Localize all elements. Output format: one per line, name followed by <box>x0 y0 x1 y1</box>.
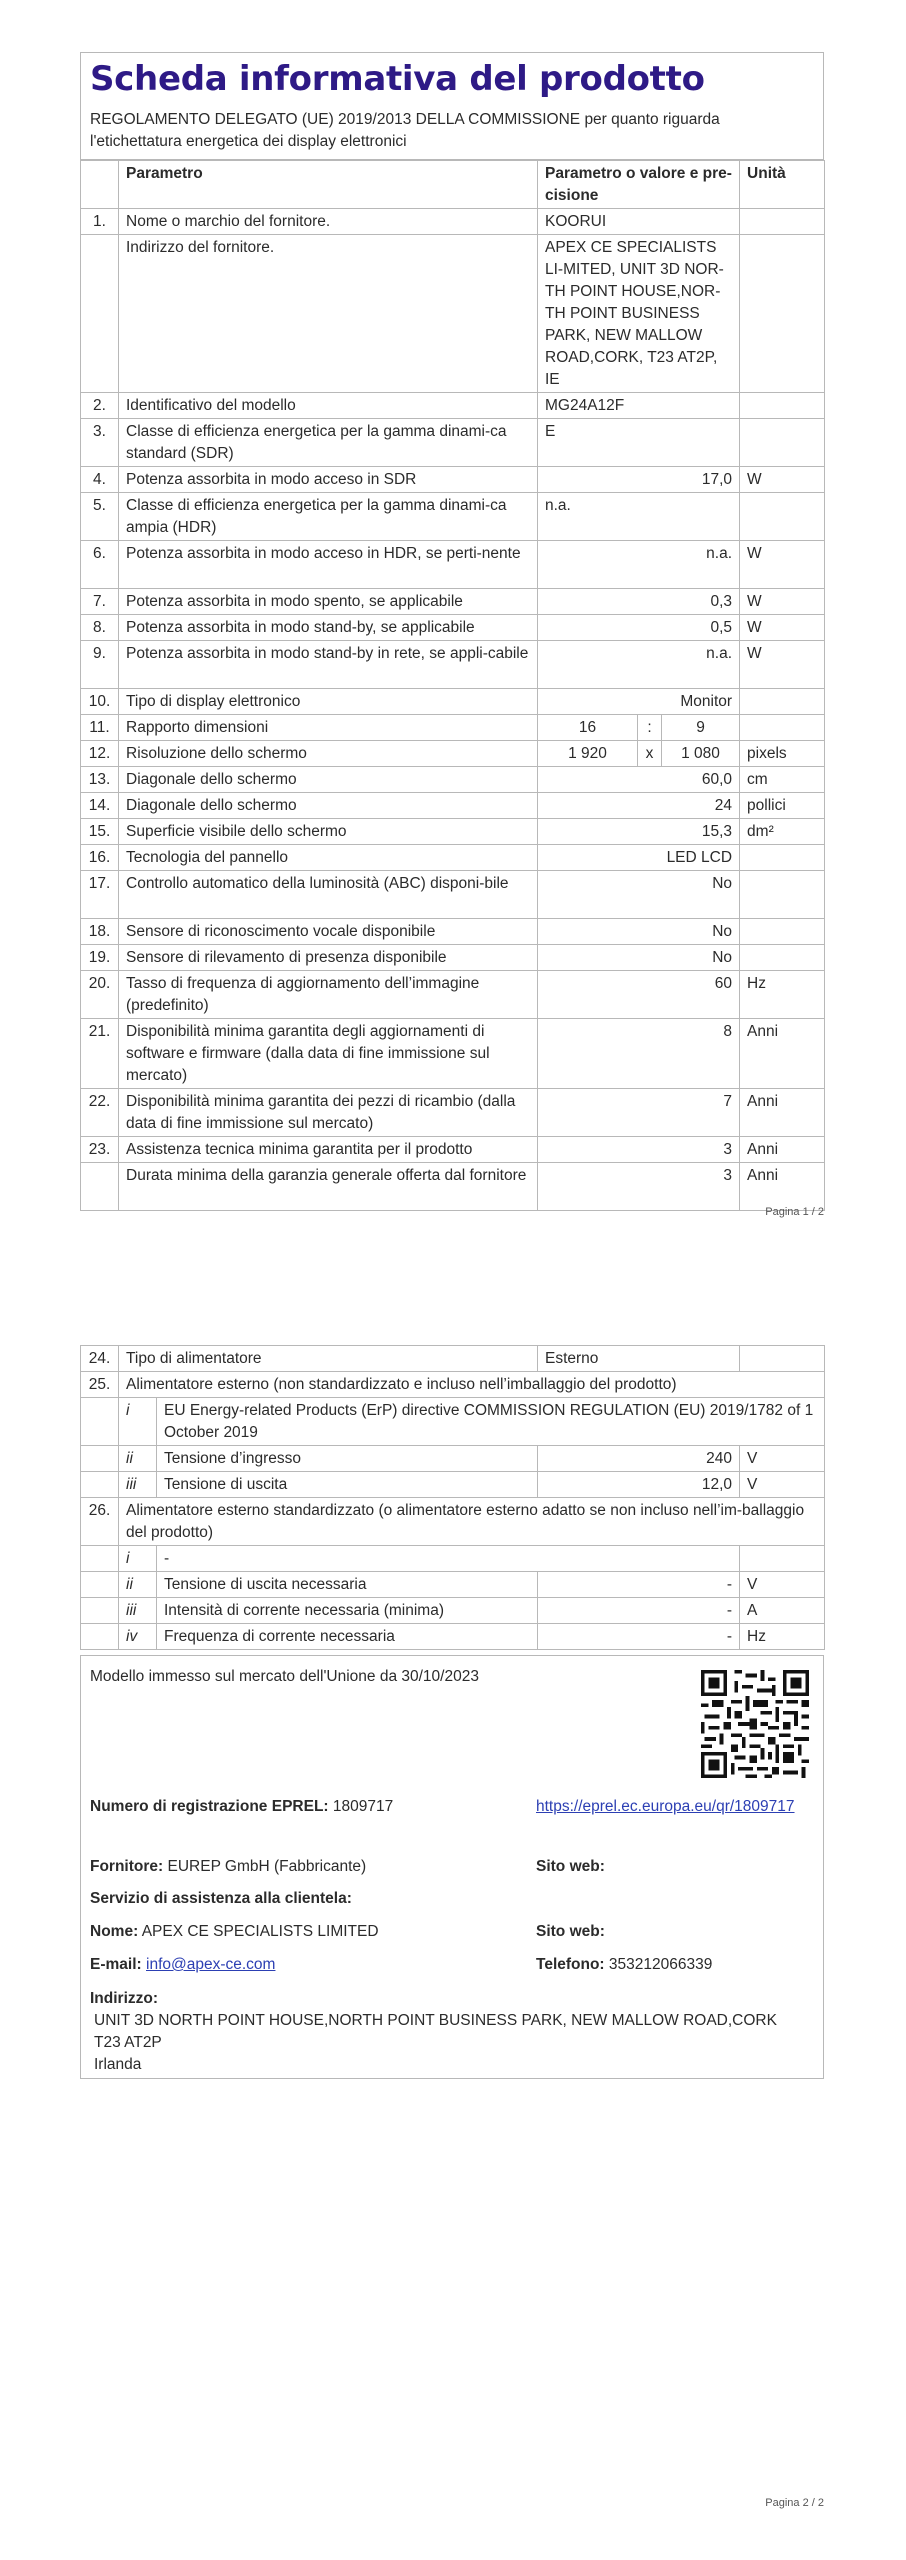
table-row <box>81 1346 825 1372</box>
row-param: Frequenza di corrente necessaria <box>157 1624 538 1650</box>
power-supply-table <box>80 1345 825 1650</box>
row-param: Intensità di corrente necessaria (minima) <box>157 1598 538 1624</box>
row-param: Controllo automatico della luminosità (ABC) disponi-bile <box>119 871 538 919</box>
row-number: 16. <box>81 845 119 871</box>
table-row <box>81 871 825 919</box>
row-param: Rapporto dimensioni <box>119 715 538 741</box>
row-param: Indirizzo del fornitore. <box>119 235 538 393</box>
row-number: 3. <box>81 419 119 467</box>
table-row <box>81 493 825 541</box>
row-number: 23. <box>81 1137 119 1163</box>
table-row <box>81 971 825 1019</box>
ratio-width: 16 <box>538 715 638 741</box>
table-row <box>81 1572 825 1598</box>
row-number <box>81 1624 119 1650</box>
row-unit <box>740 209 825 235</box>
row-unit: cm <box>740 767 825 793</box>
page-number: Pagina 2 / 2 <box>765 2497 824 2509</box>
header-box <box>80 52 824 160</box>
table-row <box>81 615 825 641</box>
row-unit: W <box>740 589 825 615</box>
row-unit: V <box>740 1572 825 1598</box>
name-value: APEX CE SPECIALISTS LIMITED <box>141 1923 379 1940</box>
row-number: 10. <box>81 689 119 715</box>
table-row-num <box>81 161 119 209</box>
row-unit <box>740 235 825 393</box>
resolution-height: 1 080 <box>662 741 740 767</box>
row-value: APEX CE SPECIALISTS LI-MITED, UNIT 3D NOR-TH POINT HOUSE,NOR-TH POINT BUSINESS PARK, NEW MALLOW ROAD,CORK, T23 AT2P, IE <box>538 235 740 393</box>
ratio-height: 9 <box>662 715 740 741</box>
row-number: 21. <box>81 1019 119 1089</box>
row-param: Superficie visibile dello schermo <box>119 819 538 845</box>
page-title: Scheda informativa del prodotto <box>90 59 705 99</box>
email-label: E-mail: <box>90 1956 142 1973</box>
row-number <box>81 235 119 393</box>
website-label: Sito web: <box>536 1858 605 1875</box>
address-label: Indirizzo: <box>90 1990 159 2007</box>
unit-header: Unità <box>740 161 825 209</box>
row-param: Potenza assorbita in modo spento, se applicabile <box>119 589 538 615</box>
row-param: Potenza assorbita in modo stand-by, se applicabile <box>119 615 538 641</box>
row-param: Tensione d’ingresso <box>157 1446 538 1472</box>
table-row <box>81 541 825 589</box>
table-row <box>81 689 825 715</box>
row-value: Esterno <box>538 1346 740 1372</box>
row-param: Potenza assorbita in modo stand-by in rete, se appli-cabile <box>119 641 538 689</box>
row-value: 12,0 <box>538 1472 740 1498</box>
row-param: Potenza assorbita in modo acceso in SDR <box>119 467 538 493</box>
row-value: 60,0 <box>538 767 740 793</box>
row-number: 26. <box>81 1498 119 1546</box>
eprel-link-cell <box>536 1796 796 1818</box>
table-row <box>81 767 825 793</box>
row-number <box>81 1472 119 1498</box>
table-row <box>81 919 825 945</box>
table-row <box>81 741 825 767</box>
sub-index: ii <box>119 1572 157 1598</box>
product-info-table <box>80 160 825 1211</box>
market-date-text: Modello immesso sul mercato dell'Unione da 30/10/2023 <box>90 1668 479 1685</box>
row-value: 24 <box>538 793 740 819</box>
row-param: Tasso di frequenza di aggiornamento dell’immagine (predefinito) <box>119 971 538 1019</box>
row-value: E <box>538 419 740 467</box>
row-number: 17. <box>81 871 119 919</box>
website2-label: Sito web: <box>536 1923 605 1940</box>
row-param: Tensione di uscita <box>157 1472 538 1498</box>
row-number: 13. <box>81 767 119 793</box>
row-number: 22. <box>81 1089 119 1137</box>
row-unit: A <box>740 1598 825 1624</box>
row-unit <box>740 845 825 871</box>
sub-index: iii <box>119 1472 157 1498</box>
table-row <box>81 793 825 819</box>
row-number: 6. <box>81 541 119 589</box>
table-row <box>81 1398 825 1446</box>
table-row <box>81 1446 825 1472</box>
row-param: Sensore di rilevamento di presenza disponibile <box>119 945 538 971</box>
row-value: - <box>538 1572 740 1598</box>
supplier-info-box <box>80 1655 824 2079</box>
name-label: Nome: <box>90 1923 139 1940</box>
table-header-row <box>81 161 825 209</box>
table-row <box>81 1498 825 1546</box>
row-value: 60 <box>538 971 740 1019</box>
phone-row <box>536 1954 712 1976</box>
row-param: Potenza assorbita in modo acceso in HDR, se perti-nente <box>119 541 538 589</box>
row-unit: W <box>740 641 825 689</box>
row-unit <box>740 945 825 971</box>
row-value: 17,0 <box>538 467 740 493</box>
row-number: 19. <box>81 945 119 971</box>
eprel-link[interactable]: https://eprel.ec.europa.eu/qr/1809717 <box>536 1798 795 1815</box>
row-param: Risoluzione dello schermo <box>119 741 538 767</box>
name-row <box>90 1921 379 1943</box>
row-unit: Anni <box>740 1019 825 1089</box>
eprel-value: 1809717 <box>332 1798 394 1815</box>
row-param: Durata minima della garanzia generale offerta dal fornitore <box>119 1163 538 1211</box>
row-value: 7 <box>538 1089 740 1137</box>
row-unit: Anni <box>740 1137 825 1163</box>
row-value: No <box>538 945 740 971</box>
row-value: LED LCD <box>538 845 740 871</box>
row-number: 18. <box>81 919 119 945</box>
sub-index: i <box>119 1398 157 1446</box>
row-value: 15,3 <box>538 819 740 845</box>
row-param: - <box>157 1546 740 1572</box>
row-value: - <box>538 1598 740 1624</box>
regulation-text: REGOLAMENTO DELEGATO (UE) 2019/2013 DELLA COMMISSIONE per quanto riguarda l'etichettatura energetica dei display elettronici <box>90 111 720 150</box>
row-param: Disponibilità minima garantita degli aggiornamenti di software e firmware (dalla data di fine immissione sul mercato) <box>119 1019 538 1089</box>
row-param: Alimentatore esterno (non standardizzato e incluso nell’imballaggio del prodotto) <box>119 1372 825 1398</box>
row-number: 5. <box>81 493 119 541</box>
row-param: Diagonale dello schermo <box>119 793 538 819</box>
row-unit: pollici <box>740 793 825 819</box>
table-row <box>81 235 825 393</box>
row-number <box>81 1446 119 1472</box>
row-unit <box>740 919 825 945</box>
row-value: n.a. <box>538 493 740 541</box>
row-param: Tipo di display elettronico <box>119 689 538 715</box>
row-value: 3 <box>538 1137 740 1163</box>
table-row <box>81 1472 825 1498</box>
row-value: - <box>538 1624 740 1650</box>
value-header: Parametro o valore e pre-cisione <box>538 161 740 209</box>
row-number: 12. <box>81 741 119 767</box>
row-number: 24. <box>81 1346 119 1372</box>
address-line2: T23 AT2P <box>94 2034 162 2051</box>
row-unit <box>740 393 825 419</box>
row-value: KOORUI <box>538 209 740 235</box>
row-number <box>81 1163 119 1211</box>
table-row <box>81 641 825 689</box>
row-number: 9. <box>81 641 119 689</box>
row-number: 1. <box>81 209 119 235</box>
table-row <box>81 1372 825 1398</box>
table-row <box>81 715 825 741</box>
sub-index: ii <box>119 1446 157 1472</box>
row-unit <box>740 1346 825 1372</box>
table-row <box>81 589 825 615</box>
row-param: Classe di efficienza energetica per la gamma dinami-ca ampia (HDR) <box>119 493 538 541</box>
row-unit: W <box>740 615 825 641</box>
row-number: 15. <box>81 819 119 845</box>
resolution-separator: x <box>638 741 662 767</box>
row-param: Disponibilità minima garantita dei pezzi di ricambio (dalla data di fine immissione sul mercato) <box>119 1089 538 1137</box>
table-row <box>81 1089 825 1137</box>
row-number <box>81 1398 119 1446</box>
sub-index: iii <box>119 1598 157 1624</box>
row-number <box>81 1546 119 1572</box>
table-row <box>81 845 825 871</box>
address-line1: UNIT 3D NORTH POINT HOUSE,NORTH POINT BUSINESS PARK, NEW MALLOW ROAD,CORK <box>94 2012 777 2029</box>
address-line3: Irlanda <box>94 2056 142 2073</box>
row-param: Sensore di riconoscimento vocale disponibile <box>119 919 538 945</box>
row-number: 7. <box>81 589 119 615</box>
row-unit: W <box>740 541 825 589</box>
row-value: n.a. <box>538 541 740 589</box>
row-value: Monitor <box>538 689 740 715</box>
row-value: No <box>538 871 740 919</box>
eprel-label: Numero di registrazione EPREL: <box>90 1798 329 1815</box>
table-row <box>81 467 825 493</box>
row-value: 8 <box>538 1019 740 1089</box>
row-unit: Hz <box>740 971 825 1019</box>
service-label: Servizio di assistenza alla clientela: <box>90 1890 352 1907</box>
sub-index: i <box>119 1546 157 1572</box>
phone-value: 353212066339 <box>608 1956 713 1973</box>
ratio-separator: : <box>638 715 662 741</box>
row-unit <box>740 419 825 467</box>
row-unit: V <box>740 1446 825 1472</box>
row-unit: Anni <box>740 1163 825 1211</box>
table-row <box>81 1598 825 1624</box>
email-row <box>90 1954 275 1976</box>
row-number: 20. <box>81 971 119 1019</box>
row-unit: W <box>740 467 825 493</box>
row-value: 240 <box>538 1446 740 1472</box>
table-row <box>81 1546 825 1572</box>
row-unit <box>740 493 825 541</box>
row-number: 14. <box>81 793 119 819</box>
row-number <box>81 1572 119 1598</box>
row-value: 0,3 <box>538 589 740 615</box>
row-unit: dm² <box>740 819 825 845</box>
supplier-value: EUREP GmbH (Fabbricante) <box>167 1858 367 1875</box>
row-number: 8. <box>81 615 119 641</box>
supplier-row <box>90 1856 366 1878</box>
qr-code-icon[interactable] <box>701 1670 809 1778</box>
row-value: 3 <box>538 1163 740 1211</box>
phone-label: Telefono: <box>536 1956 605 1973</box>
row-value: No <box>538 919 740 945</box>
resolution-width: 1 920 <box>538 741 638 767</box>
page-number: Pagina 1 / 2 <box>765 1206 824 1218</box>
table-row <box>81 419 825 467</box>
row-value: MG24A12F <box>538 393 740 419</box>
row-unit: pixels <box>740 741 825 767</box>
table-row <box>81 1163 825 1211</box>
row-unit <box>740 689 825 715</box>
row-param: Tensione di uscita necessaria <box>157 1572 538 1598</box>
row-unit: Anni <box>740 1089 825 1137</box>
row-param: EU Energy-related Products (ErP) directive COMMISSION REGULATION (EU) 2019/1782 of 1 October 2019 <box>157 1398 825 1446</box>
sub-index: iv <box>119 1624 157 1650</box>
param-header: Parametro <box>119 161 538 209</box>
row-value: n.a. <box>538 641 740 689</box>
eprel-row <box>90 1796 393 1818</box>
supplier-label: Fornitore: <box>90 1858 164 1875</box>
row-unit: V <box>740 1472 825 1498</box>
row-param: Tipo di alimentatore <box>119 1346 538 1372</box>
row-param: Identificativo del modello <box>119 393 538 419</box>
row-param: Alimentatore esterno standardizzato (o alimentatore esterno adatto se non incluso nell’im-ballaggio del prodotto) <box>119 1498 825 1546</box>
email-link[interactable]: info@apex-ce.com <box>146 1956 276 1973</box>
table-row <box>81 209 825 235</box>
row-unit <box>740 1546 825 1572</box>
table-row <box>81 393 825 419</box>
row-number: 2. <box>81 393 119 419</box>
row-number: 11. <box>81 715 119 741</box>
row-param: Assistenza tecnica minima garantita per il prodotto <box>119 1137 538 1163</box>
row-param: Diagonale dello schermo <box>119 767 538 793</box>
row-unit <box>740 871 825 919</box>
row-param: Classe di efficienza energetica per la gamma dinami-ca standard (SDR) <box>119 419 538 467</box>
row-number: 25. <box>81 1372 119 1398</box>
row-unit: Hz <box>740 1624 825 1650</box>
row-number: 4. <box>81 467 119 493</box>
table-row <box>81 1019 825 1089</box>
row-unit <box>740 715 825 741</box>
table-row <box>81 819 825 845</box>
row-number <box>81 1598 119 1624</box>
row-value: 0,5 <box>538 615 740 641</box>
table-row <box>81 1624 825 1650</box>
row-param: Nome o marchio del fornitore. <box>119 209 538 235</box>
table-row <box>81 1137 825 1163</box>
row-param: Tecnologia del pannello <box>119 845 538 871</box>
table-row <box>81 945 825 971</box>
